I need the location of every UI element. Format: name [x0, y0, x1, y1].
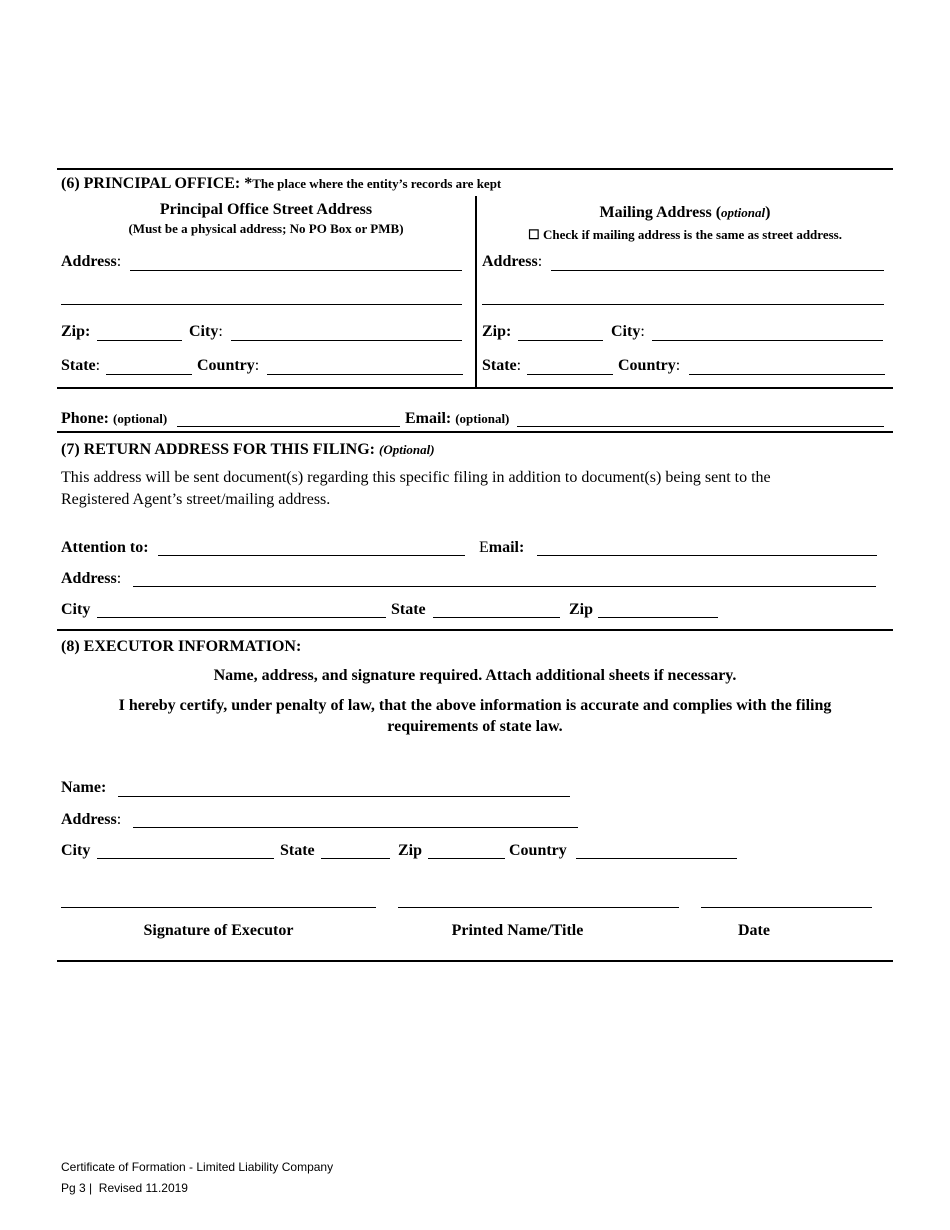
return-zip-label: Zip — [569, 601, 594, 618]
street-state-label-wrap: State: — [61, 357, 101, 374]
street-state-label: State — [61, 357, 96, 374]
section6-bottom-rule — [57, 387, 893, 389]
section7-top-rule — [57, 431, 893, 433]
street-address-line2-input[interactable] — [61, 304, 462, 305]
street-city-label-wrap: City: — [189, 323, 223, 340]
executor-state-input[interactable] — [321, 858, 390, 859]
street-country-label: Country — [197, 357, 255, 374]
printed-name-label: Printed Name/Title — [451, 922, 584, 939]
date-line[interactable] — [701, 907, 872, 908]
return-email-label-rest: mail: — [488, 539, 525, 556]
section6-top-rule — [57, 168, 893, 170]
executor-zip-input[interactable] — [428, 858, 505, 859]
section8-bottom-rule — [57, 960, 893, 962]
executor-state-row — [280, 842, 315, 860]
section8-certify-line2: requirements of state law. — [387, 718, 563, 735]
mailing-address-row: Address: — [482, 253, 543, 270]
executor-country-row — [509, 842, 567, 860]
mailing-address-line2-input[interactable] — [482, 304, 884, 305]
phone-input[interactable] — [177, 426, 400, 427]
mailing-same-checkbox[interactable]: ☐ — [528, 227, 540, 242]
mailing-state-label: State — [482, 357, 517, 374]
mailing-address-label: Address — [482, 253, 538, 270]
mailing-zip-row — [482, 323, 511, 341]
mailing-state-label-wrap: State: — [482, 357, 522, 374]
footer-page-revision: Pg 3 | Revised 11.2019 — [61, 1181, 188, 1195]
section7-heading-optional: (Optional) — [378, 442, 435, 457]
mailing-title-optional: optional — [721, 205, 766, 220]
mailing-country-label-wrap: Country: — [618, 357, 681, 374]
executor-city-input[interactable] — [97, 858, 274, 859]
return-city-input[interactable] — [97, 617, 386, 618]
section7-heading-text: (7) RETURN ADDRESS FOR THIS FILING: — [61, 441, 375, 458]
return-state-input[interactable] — [433, 617, 560, 618]
executor-address-input[interactable] — [133, 827, 578, 828]
executor-state-label: State — [280, 842, 315, 859]
return-state-row — [391, 601, 426, 619]
street-zip-city-row — [61, 323, 90, 341]
street-country-input[interactable] — [267, 374, 463, 375]
executor-zip-row — [398, 842, 422, 860]
mailing-title-close: ) — [765, 204, 771, 221]
section8-certify-line1: I hereby certify, under penalty of law, that the above information is accurate and complies with the filing — [118, 697, 832, 714]
attention-label: Attention to: — [61, 539, 149, 556]
executor-name-input[interactable] — [118, 796, 570, 797]
return-city-label: City — [61, 601, 91, 618]
executor-city-row — [61, 842, 90, 860]
street-city-label: City — [189, 323, 219, 340]
return-state-label: State — [391, 601, 426, 618]
street-address-input[interactable] — [130, 270, 462, 271]
mailing-zip-input[interactable] — [518, 340, 603, 341]
street-address-label: Address — [61, 253, 117, 270]
printed-name-line[interactable] — [398, 907, 679, 908]
return-zip-row — [569, 601, 593, 619]
section8-top-rule — [57, 629, 893, 631]
executor-name-label: Name: — [61, 779, 107, 796]
mailing-country-input[interactable] — [689, 374, 885, 375]
return-email-input[interactable] — [537, 555, 877, 556]
mailing-city-label: City — [611, 323, 641, 340]
section6-heading-note: The place where the entity’s records are kept — [252, 176, 502, 191]
executor-name-row — [61, 779, 106, 797]
return-address-row: Address: — [61, 570, 122, 587]
return-address-label: Address — [61, 570, 117, 587]
street-city-input[interactable] — [231, 340, 462, 341]
return-city-row — [61, 601, 90, 619]
date-label: Date — [738, 922, 770, 939]
section7-heading — [61, 441, 435, 459]
attention-row — [61, 539, 149, 557]
return-email-label-prefix: E — [479, 539, 489, 556]
executor-address-label: Address — [61, 811, 117, 828]
mailing-city-input[interactable] — [652, 340, 883, 341]
street-address-title: Principal Office Street Address — [159, 201, 373, 218]
street-zip-label: Zip: — [61, 323, 91, 340]
mailing-same-checkbox-label: Check if mailing address is the same as street address. — [542, 227, 842, 242]
executor-address-row: Address: — [61, 811, 122, 828]
return-address-input[interactable] — [133, 586, 876, 587]
executor-country-label: Country — [509, 842, 567, 859]
street-state-input[interactable] — [106, 374, 192, 375]
phone-row — [61, 410, 167, 428]
mailing-address-input[interactable] — [551, 270, 884, 271]
mailing-country-label: Country — [618, 357, 676, 374]
section7-description-line1: This address will be sent document(s) regarding this specific filing in addition to document(s) being sent to the — [61, 469, 771, 486]
mailing-zip-label: Zip: — [482, 323, 512, 340]
executor-zip-label: Zip — [398, 842, 423, 859]
mailing-city-label-wrap: City: — [611, 323, 645, 340]
footer-title: Certificate of Formation - Limited Liability Company — [61, 1160, 334, 1174]
phone-optional: (optional) — [113, 411, 168, 426]
executor-country-input[interactable] — [576, 858, 737, 859]
section7-description-line2: Registered Agent’s street/mailing address. — [61, 491, 331, 508]
mailing-same-checkbox-row — [480, 227, 890, 243]
executor-city-label: City — [61, 842, 91, 859]
mailing-address-title — [480, 204, 890, 222]
email-input[interactable] — [517, 426, 884, 427]
phone-label: Phone: — [61, 410, 109, 427]
section6-heading — [61, 175, 501, 193]
street-address-row: Address: — [61, 253, 122, 270]
section8-instruction: Name, address, and signature required. Attach additional sheets if necessary. — [213, 667, 737, 684]
email-row — [405, 410, 509, 428]
return-zip-input[interactable] — [598, 617, 718, 618]
street-zip-input[interactable] — [97, 340, 182, 341]
email-label: Email: — [405, 410, 452, 427]
mailing-state-input[interactable] — [527, 374, 613, 375]
return-email-row — [479, 539, 524, 557]
attention-input[interactable] — [158, 555, 465, 556]
section8-heading: (8) EXECUTOR INFORMATION: — [61, 638, 302, 655]
signature-line[interactable] — [61, 907, 376, 908]
email-optional: (optional) — [455, 411, 510, 426]
signature-label: Signature of Executor — [143, 922, 294, 939]
street-country-label-wrap: Country: — [197, 357, 260, 374]
mailing-title-text: Mailing Address ( — [599, 204, 722, 221]
section6-heading-text: (6) PRINCIPAL OFFICE: * — [61, 175, 253, 192]
street-address-subtitle: (Must be a physical address; No PO Box or PMB) — [128, 221, 404, 236]
section6-column-divider — [475, 196, 477, 388]
